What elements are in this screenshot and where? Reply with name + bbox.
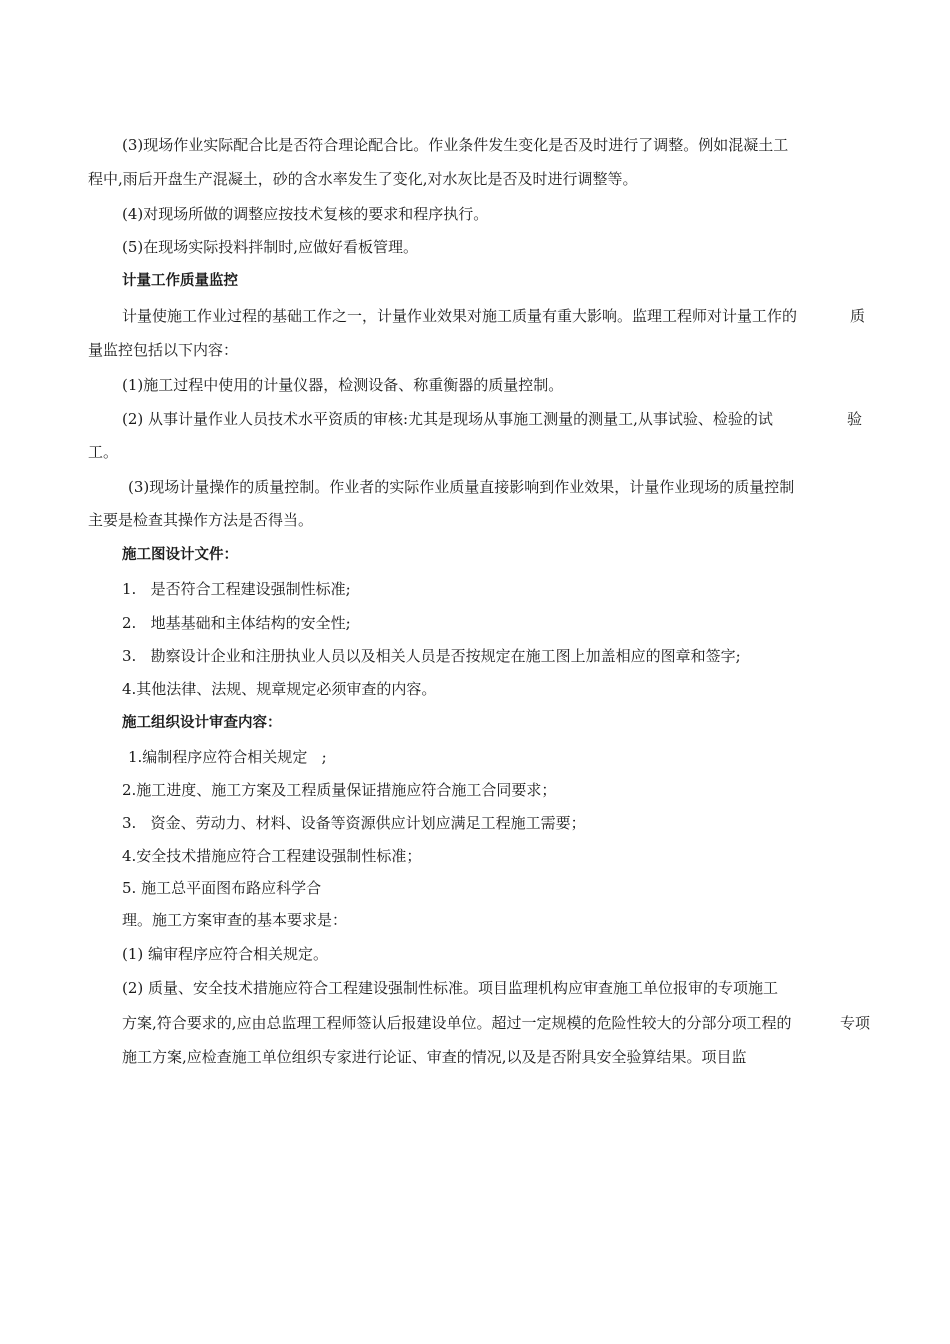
list-item: 3. 勘察设计企业和注册执业人员以及相关人员是否按规定在施工图上加盖相应的图章和签字; — [122, 647, 741, 665]
paragraph-line: 质 — [850, 307, 866, 325]
paragraph-line: 计量使施工作业过程的基础工作之一，计量作业效果对施工质量有重大影响。监理工程师对计量工作的 — [122, 307, 798, 325]
paragraph-line: (3)现场作业实际配合比是否符合理论配合比。作业条件发生变化是否及时进行了调整。例如混凝土工 — [122, 136, 789, 154]
list-item: 3. 资金、劳动力、材料、设备等资源供应计划应满足工程施工需要； — [122, 814, 586, 832]
paragraph-line: (4)对现场所做的调整应按技术复核的要求和程序执行。 — [122, 205, 489, 223]
list-item: 2. 地基基础和主体结构的安全性; — [122, 614, 351, 632]
list-item: 1.编制程序应符合相关规定 ; — [128, 748, 327, 766]
paragraph-line: 方案,符合要求的,应由总监理工程师签认后报建设单位。超过一定规模的危险性较大的分部分项工程的 — [122, 1014, 792, 1032]
paragraph-line: 施工方案,应检查施工单位组织专家进行论证、审查的情况,以及是否附具安全验算结果。项目监 — [122, 1048, 747, 1066]
list-item: 1. 是否符合工程建设强制性标准; — [122, 580, 351, 598]
list-item: 4.其他法律、法规、规章规定必须审查的内容。 — [122, 680, 437, 698]
list-item: 4.安全技术措施应符合工程建设强制性标准； — [122, 847, 422, 865]
list-item: (1) 编审程序应符合相关规定。 — [122, 945, 329, 963]
list-item: 2.施工进度、施工方案及工程质量保证措施应符合施工合同要求； — [122, 781, 557, 799]
section-heading: 施工图设计文件： — [122, 547, 238, 563]
paragraph-line: 工。 — [88, 443, 119, 461]
paragraph-line: (2) 质量、安全技术措施应符合工程建设强制性标准。项目监理机构应审查施工单位报审的专项施工 — [122, 979, 779, 997]
section-heading: 施工组织设计审查内容： — [122, 715, 282, 731]
paragraph-line: 专项 — [840, 1014, 871, 1032]
paragraph-line: (3)现场计量操作的质量控制。作业者的实际作业质量直接影响到作业效果，计量作业现场的质量控制 — [128, 478, 795, 496]
paragraph-line: (5)在现场实际投料拌制时,应做好看板管理。 — [122, 238, 419, 256]
paragraph-line: 验 — [847, 410, 863, 428]
paragraph-line: 量监控包括以下内容： — [88, 341, 239, 359]
section-heading: 计量工作质量监控 — [122, 273, 238, 289]
paragraph-line: 理。施工方案审查的基本要求是： — [122, 911, 348, 929]
paragraph-line: (2) 从事计量作业人员技术水平资质的审核:尤其是现场从事施工测量的测量工,从事试验、检验的试 — [122, 410, 773, 428]
list-item: 5. 施工总平面图布路应科学合 — [122, 879, 322, 897]
paragraph-line: 主要是检查其操作方法是否得当。 — [88, 511, 314, 529]
paragraph-line: (1)施工过程中使用的计量仪器，检测设备、称重衡器的质量控制。 — [122, 376, 564, 394]
paragraph-line: 程中,雨后开盘生产混凝土，砂的含水率发生了变化,对水灰比是否及时进行调整等。 — [88, 170, 638, 188]
